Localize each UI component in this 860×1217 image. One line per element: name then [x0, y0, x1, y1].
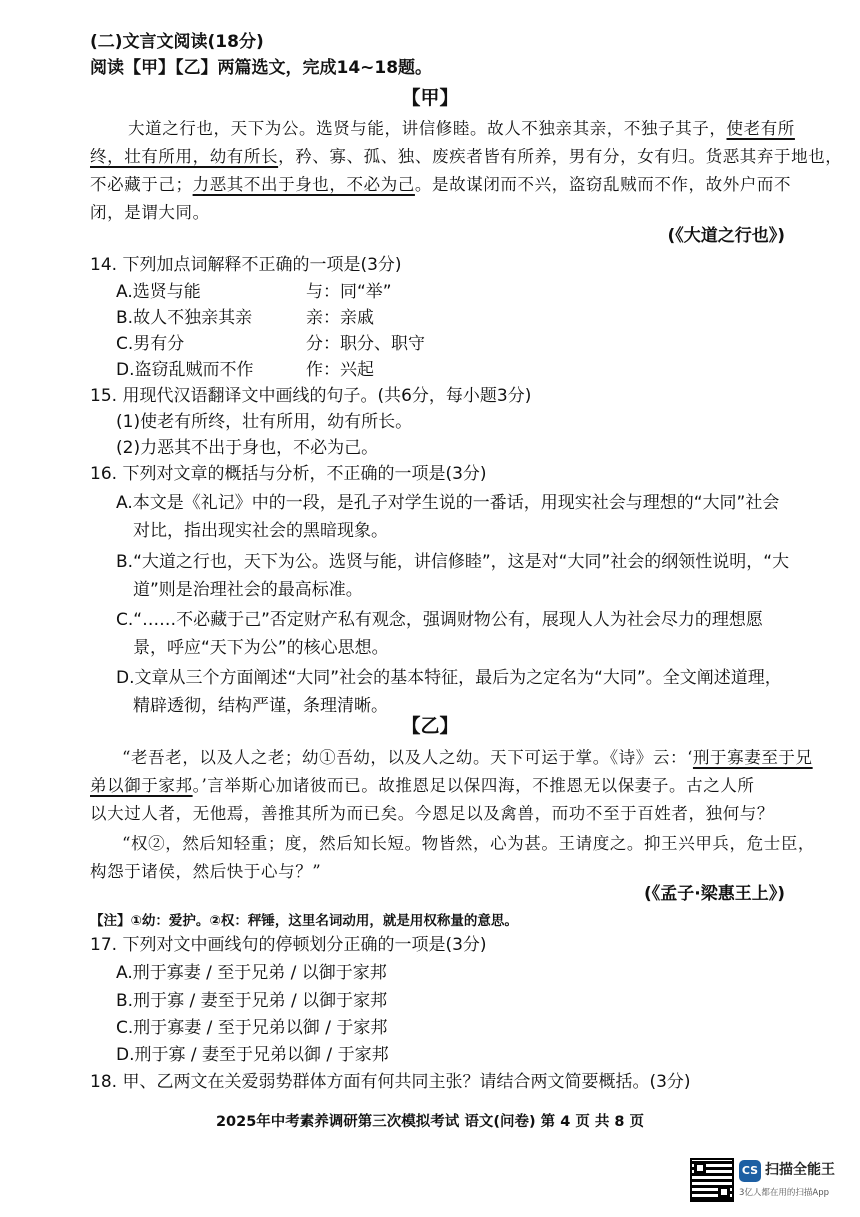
- q15-stem: 15. 用现代汉语翻译文中画线的句子。(共6分，每小题3分): [90, 386, 532, 406]
- q17-option-d: D.刑于寡 / 妻至于兄弟以御 / 于家邦: [116, 1045, 389, 1065]
- passage-jia-source: (《大道之行也》): [667, 226, 785, 246]
- passage-yi-line-5: [90, 860, 321, 884]
- q16-option-b: B.“大道之行也，天下为公。选贤与能，讲信修睦”，这是对“大同”社会的纲领性说明，“大: [116, 552, 790, 572]
- q15-item-2: (2)力恶其不出于身也，不必为己。: [116, 438, 379, 458]
- passage-text: 以大过人者，无他焉，善推其所为而已矣。今恩足以及禽兽，而功不至于百姓者，独何与？: [90, 804, 774, 823]
- q14-gloss-c: 分：职分、职守: [306, 334, 425, 354]
- watermark-app-name: 扫描全能王: [765, 1162, 835, 1178]
- passage-jia-line-4: [90, 201, 210, 225]
- q15-item-1: (1)使老有所终，壮有所用，幼有所长。: [116, 412, 413, 432]
- passage-yi-tag: 【乙】: [401, 715, 459, 737]
- q16-option-c-cont: 景，呼应“天下为公”的核心思想。: [133, 638, 389, 658]
- passage-text: 不必藏于己；: [90, 175, 193, 194]
- underlined-sentence: 弟以御于家邦: [90, 776, 193, 795]
- passage-text: 闭，是谓大同。: [90, 203, 210, 222]
- q16-option-a: A.本文是《礼记》中的一段，是孔子对学生说的一番话，用现实社会与理想的“大同”社会: [116, 493, 780, 513]
- q16-option-d: D.文章从三个方面阐述“大同”社会的基本特征，最后为之定名为“大同”。全文阐述道理，: [116, 668, 782, 688]
- q14-gloss-b: 亲：亲戚: [306, 308, 374, 328]
- q18-stem: 18. 甲、乙两文在关爱弱势群体方面有何共同主张？请结合两文简要概括。(3分): [90, 1072, 691, 1092]
- passage-jia-line-2: [90, 145, 842, 169]
- passage-yi-line-2: [90, 774, 755, 798]
- q16-option-b-cont: 道”则是治理社会的最高标准。: [133, 580, 363, 600]
- passage-text: 。’言举斯心加诸彼而已。故推恩足以保四海，不推恩无以保妻子。古之人所: [192, 776, 755, 795]
- section-instruction: 阅读【甲】【乙】两篇选文，完成14~18题。: [90, 58, 433, 78]
- q17-option-a: A.刑于寡妻 / 至于兄弟 / 以御于家邦: [116, 963, 387, 983]
- passage-text: “权②，然后知轻重；度，然后知长短。物皆然，心为甚。王请度之。抑王兴甲兵，危士臣，: [122, 834, 816, 853]
- q14-gloss-a: 与：同“举”: [306, 282, 392, 302]
- passage-yi-note: 【注】①幼：爱护。②权：秤锤，这里名词动用，就是用权称量的意思。: [90, 913, 518, 929]
- passage-yi-line-4: [122, 832, 815, 856]
- underlined-sentence: 终，壮有所用，幼有所长: [90, 147, 279, 166]
- q16-stem: 16. 下列对文章的概括与分析，不正确的一项是(3分): [90, 464, 487, 484]
- q14-option-d: D.盗窃乱贼而不作: [116, 360, 254, 380]
- passage-text: “老吾老，以及人之老；幼①吾幼，以及人之幼。天下可运于掌。《诗》云：‘: [122, 748, 693, 767]
- q16-option-c: C.“……不必藏于己”否定财产私有观念，强调财物公有，展现人人为社会尽力的理想愿: [116, 610, 763, 630]
- qr-code-icon: [690, 1158, 734, 1202]
- passage-jia-tag: 【甲】: [401, 87, 459, 109]
- q16-option-d-cont: 精辟透彻，结构严谨，条理清晰。: [133, 696, 388, 716]
- passage-yi-line-1: [122, 746, 813, 770]
- q14-option-a: A.选贤与能: [116, 282, 201, 302]
- underlined-sentence: 使老有所: [726, 119, 795, 138]
- passage-text: 大道之行也，天下为公。选贤与能，讲信修睦。故人不独亲其亲，不独子其子，: [128, 119, 727, 138]
- underlined-sentence: 刑于寡妻至于兄: [692, 748, 813, 767]
- passage-text: 构怨于诸侯，然后快于心与？”: [90, 862, 322, 881]
- passage-yi-source: (《孟子·梁惠王上》): [644, 884, 785, 904]
- q17-option-c: C.刑于寡妻 / 至于兄弟以御 / 于家邦: [116, 1018, 388, 1038]
- passage-jia-line-1: [128, 117, 795, 141]
- passage-yi-line-3: [90, 802, 774, 826]
- q17-option-b: B.刑于寡 / 妻至于兄弟 / 以御于家邦: [116, 991, 388, 1011]
- page-footer: 2025年中考素养调研第三次模拟考试 语文(问卷) 第 4 页 共 8 页: [215, 1114, 645, 1130]
- underlined-sentence: 力恶其不出于身也，不必为己: [192, 175, 415, 194]
- camscanner-logo-icon: CS: [739, 1160, 761, 1182]
- q14-gloss-d: 作：兴起: [306, 360, 374, 380]
- passage-text: ，矜、寡、孤、独、废疾者皆有所养，男有分，女有归。货恶其弃于地也，: [278, 147, 843, 166]
- q17-stem: 17. 下列对文中画线句的停顿划分正确的一项是(3分): [90, 935, 487, 955]
- q14-stem: 14. 下列加点词解释不正确的一项是(3分): [90, 255, 402, 275]
- q16-option-a-cont: 对比，指出现实社会的黑暗现象。: [133, 521, 388, 541]
- passage-text: 。是故谋闭而不兴，盗窃乱贼而不作，故外户而不: [414, 175, 792, 194]
- passage-jia-line-3: [90, 173, 791, 197]
- q14-option-c: C.男有分: [116, 334, 185, 354]
- watermark-tagline: 3亿人都在用的扫描App: [739, 1188, 830, 1198]
- q14-option-b: B.故人不独亲其亲: [116, 308, 253, 328]
- section-heading: (二)文言文阅读(18分): [90, 32, 264, 52]
